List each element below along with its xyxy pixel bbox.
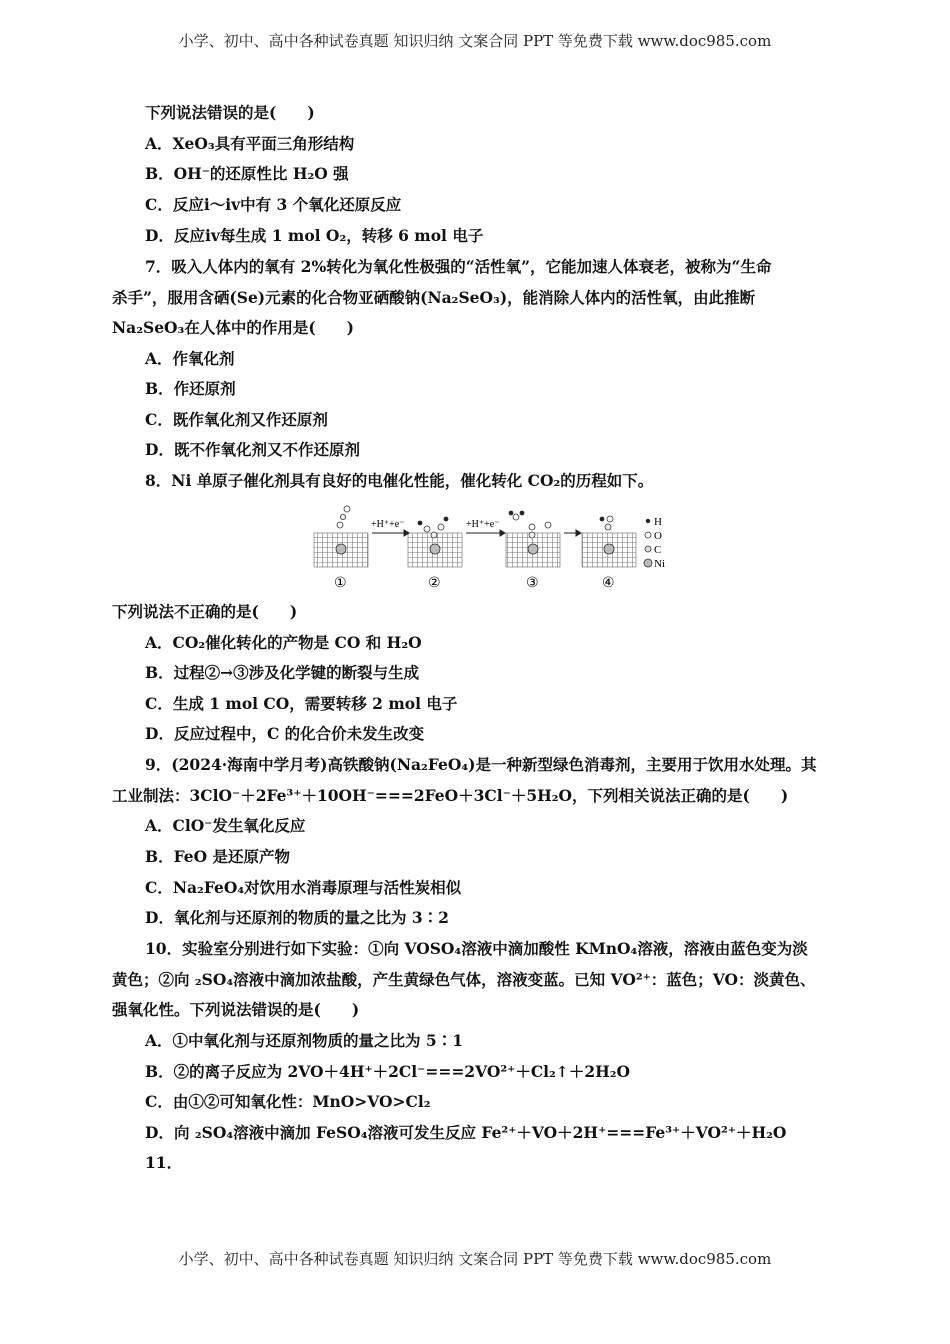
legend (644, 516, 665, 570)
catalysis-mechanism-figure (310, 505, 680, 591)
q10-line3: 强氧化性。下列说法错误的是( ) (112, 1000, 360, 1019)
q10-option-a: A．①中氧化剂与还原剂物质的量之比为 5∶1 (145, 1031, 463, 1050)
q7-option-b: B．作还原剂 (145, 379, 236, 398)
q8-option-b: B．过程②→③涉及化学键的断裂与生成 (145, 663, 420, 682)
step-label-2: ② (428, 575, 441, 591)
arrow-label-1: +H⁺+e⁻ (371, 519, 405, 530)
q9-option-b: B．FeO 是还原产物 (145, 847, 291, 866)
q9-line1: 9．(2024·海南中学月考)高铁酸钠(Na₂FeO₄)是一种新型绿色消毒剂，主要用于饮用水处理。其 (145, 755, 817, 774)
q6-option-c: C．反应ⅰ～ⅳ中有 3 个氧化还原反应 (145, 195, 402, 214)
q10-option-d: D．向 ₂SO₄溶液中滴加 FeSO₄溶液可发生反应 Fe²⁺＋VO＋2H⁺===Fe³⁺＋VO²⁺＋H₂O (145, 1123, 787, 1142)
q10-line2: 黄色；②向 ₂SO₄溶液中滴加浓盐酸，产生黄绿色气体，溶液变蓝。已知 VO²⁺：蓝色；VO：淡黄色、 (112, 970, 816, 989)
legend-h: H (654, 516, 662, 528)
step-label-1: ① (334, 575, 347, 591)
catalyst-surface-1 (314, 533, 368, 567)
q7-option-c: C．既作氧化剂又作还原剂 (145, 410, 328, 429)
co2-molecule (337, 506, 350, 528)
page-footer: 小学、初中、高中各种试卷真题 知识归纳 文案合同 PPT 等免费下载 www.doc985.com (178, 1250, 772, 1268)
q7-line3: Na₂SeO₃在人体中的作用是( ) (112, 318, 355, 337)
q7-option-a: A．作氧化剂 (145, 349, 235, 368)
page-header: 小学、初中、高中各种试卷真题 知识归纳 文案合同 PPT 等免费下载 www.doc985.com (178, 32, 772, 50)
legend-o: O (654, 530, 662, 542)
q8-line1: 8．Ni 单原子催化剂具有良好的电催化性能，催化转化 CO₂的历程如下。 (145, 471, 654, 490)
q9-option-c: C．Na₂FeO₄对饮用水消毒原理与活性炭相似 (145, 878, 462, 897)
q8-option-d: D．反应过程中，C 的化合价未发生改变 (145, 724, 425, 743)
q7-line2: 杀手”，服用含硒(Se)元素的化合物亚硒酸钠(Na₂SeO₃)，能消除人体内的活性氧，由此推断 (112, 288, 756, 307)
q8-option-a: A．CO₂催化转化的产物是 CO 和 H₂O (145, 633, 422, 652)
q10-option-b: B．②的离子反应为 2VO＋4H⁺＋2Cl⁻===2VO²⁺＋Cl₂↑＋2H₂O (145, 1062, 631, 1081)
q8-stem: 下列说法不正确的是( ) (112, 602, 298, 621)
legend-c: C (654, 544, 662, 556)
q6-option-b: B．OH⁻的还原性比 H₂O 强 (145, 164, 349, 183)
q9-option-d: D．氧化剂与还原剂的物质的量之比为 3∶2 (145, 908, 449, 927)
q10-option-c: C．由①②可知氧化性：MnO>VO>Cl₂ (145, 1092, 431, 1111)
q11-line1: 11． (145, 1153, 183, 1172)
q10-line1: 10．实验室分别进行如下实验：①向 VOSO₄溶液中滴加酸性 KMnO₄溶液，溶液由蓝色变为淡 (145, 939, 808, 958)
q8-option-c: C．生成 1 mol CO，需要转移 2 mol 电子 (145, 694, 458, 713)
q6-stem: 下列说法错误的是( ) (145, 103, 315, 122)
q6-option-a: A．XeO₃具有平面三角形结构 (145, 134, 355, 153)
arrow-label-2: +H⁺+e⁻ (466, 519, 500, 530)
q9-option-a: A．ClO⁻发生氧化反应 (145, 816, 306, 835)
step-label-4: ④ (602, 575, 615, 591)
co-desorption (600, 516, 613, 530)
q7-option-d: D．既不作氧化剂又不作还原剂 (145, 440, 360, 459)
q7-line1: 7．吸入人体内的氧有 2%转化为氧化性极强的“活性氧”，它能加速人体衰老，被称为“生命 (145, 257, 772, 276)
legend-ni: Ni (654, 558, 665, 570)
q9-line2: 工业制法：3ClO⁻＋2Fe³⁺＋10OH⁻===2FeO＋3Cl⁻＋5H₂O，下列相关说法正确的是( ) (112, 786, 789, 805)
catalyst-surface-4 (582, 533, 636, 567)
q6-option-d: D．反应ⅳ每生成 1 mol O₂，转移 6 mol 电子 (145, 226, 484, 245)
step-label-3: ③ (526, 575, 539, 591)
